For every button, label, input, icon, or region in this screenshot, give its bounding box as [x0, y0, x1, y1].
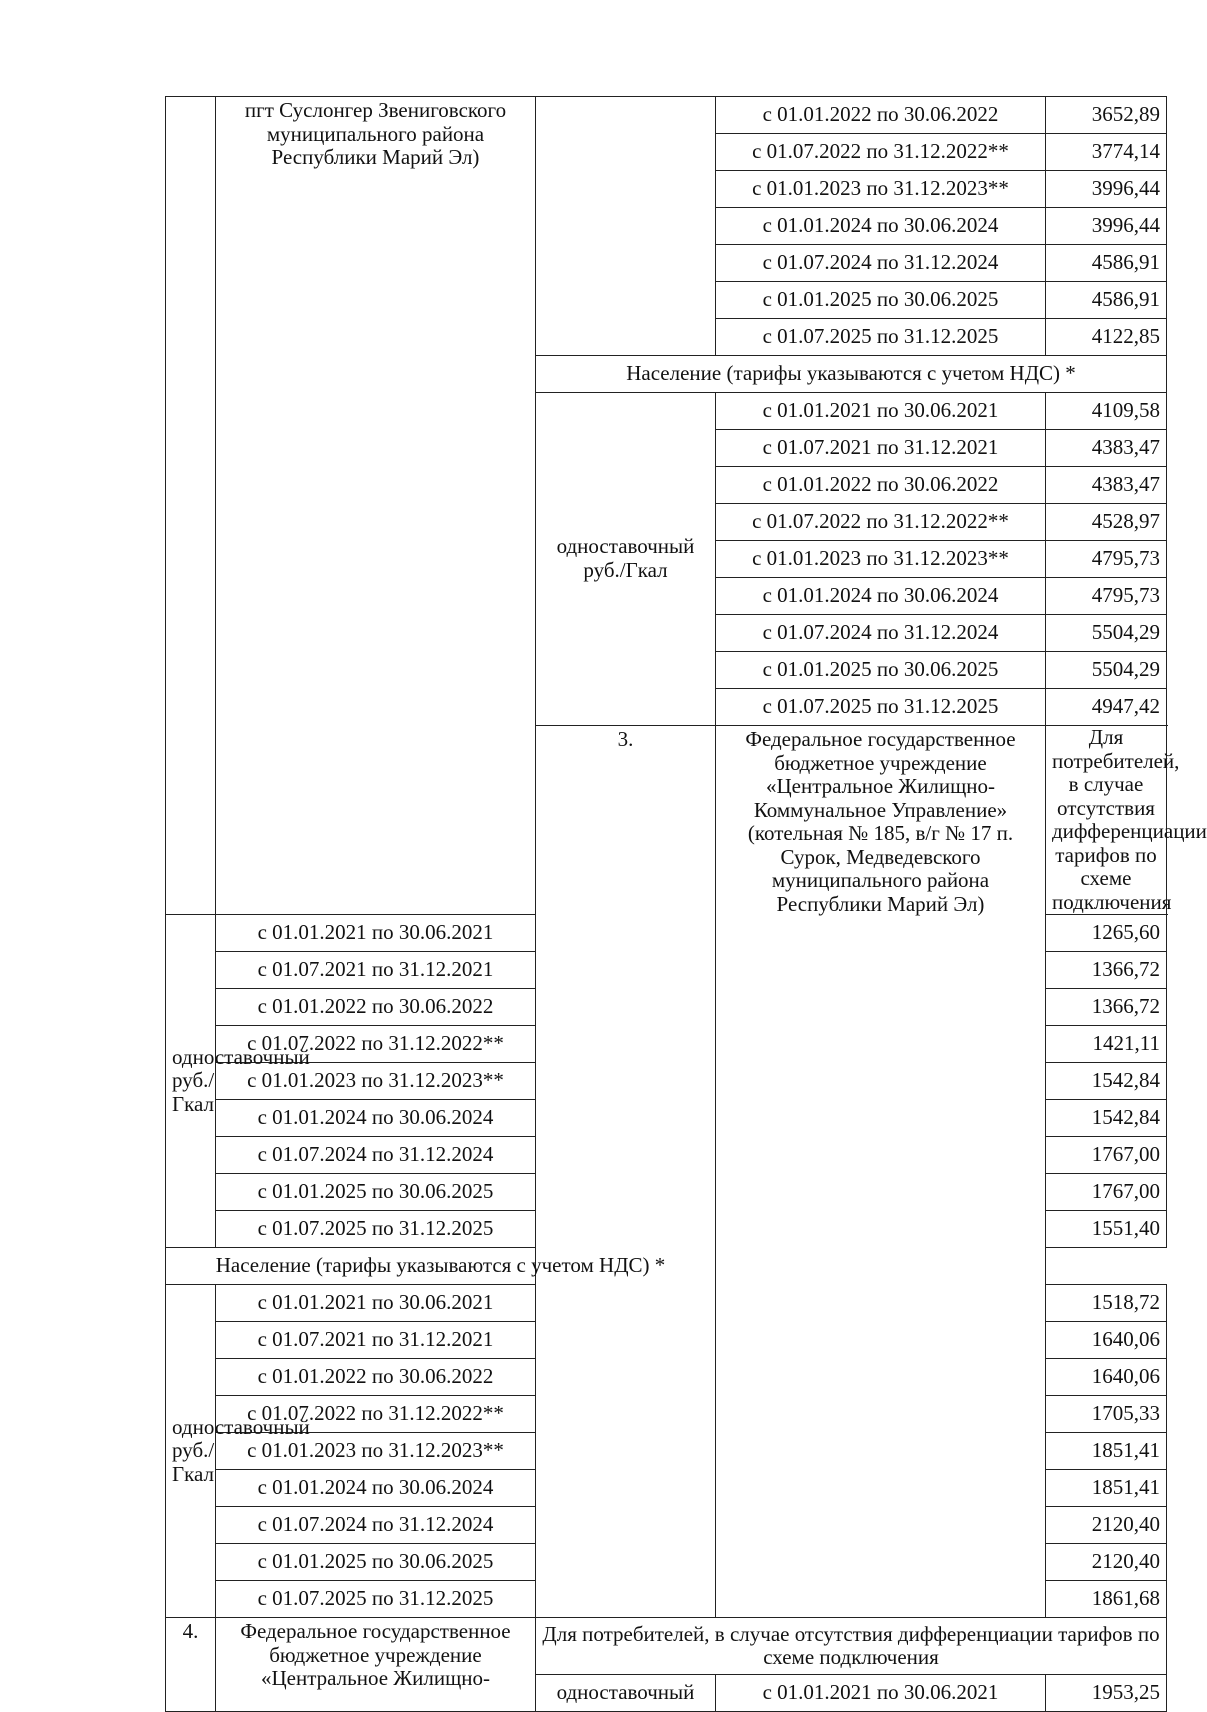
tariff-value-cell: 1861,68 [1046, 1581, 1167, 1618]
tariff-value-cell: 1767,00 [1046, 1137, 1167, 1174]
period-cell: с 01.01.2023 по 31.12.2023** [716, 171, 1046, 208]
period-cell: с 01.01.2024 по 30.06.2024 [216, 1100, 536, 1137]
period-cell: с 01.01.2023 по 31.12.2023** [216, 1433, 536, 1470]
section-header-cell: Население (тарифы указываются с учетом НДС) * [166, 1248, 716, 1285]
tariff-value-cell: 1953,25 [1046, 1675, 1167, 1712]
period-cell: с 01.01.2025 по 30.06.2025 [216, 1544, 536, 1581]
item-number-cell: 3. [536, 726, 716, 1618]
section-header-cell: Для потребителей, в случае отсутствия дифференциации тарифов по схеме подключения [536, 1618, 1167, 1675]
tariff-value-cell: 4947,42 [1046, 689, 1167, 726]
period-cell: с 01.01.2022 по 30.06.2022 [216, 1359, 536, 1396]
tariff-value-cell: 5504,29 [1046, 652, 1167, 689]
tariff-value-cell: 1851,41 [1046, 1470, 1167, 1507]
tariff-value-cell: 4795,73 [1046, 541, 1167, 578]
period-cell: с 01.07.2021 по 31.12.2021 [216, 1322, 536, 1359]
rate-type-cell: одноставочный руб./Гкал [166, 1285, 216, 1618]
period-cell: с 01.07.2025 по 31.12.2025 [216, 1211, 536, 1248]
tariff-table-body [166, 97, 1207, 1712]
period-cell: с 01.07.2025 по 31.12.2025 [716, 319, 1046, 356]
period-cell: с 01.01.2022 по 30.06.2022 [716, 467, 1046, 504]
tariff-value-cell: 3774,14 [1046, 134, 1167, 171]
period-cell: с 01.01.2022 по 30.06.2022 [216, 989, 536, 1026]
period-cell: с 01.01.2023 по 31.12.2023** [716, 541, 1046, 578]
tariff-value-cell: 3996,44 [1046, 171, 1167, 208]
period-cell: с 01.07.2024 по 31.12.2024 [216, 1507, 536, 1544]
tariff-value-cell: 3996,44 [1046, 208, 1167, 245]
section-header-cell: Население (тарифы указываются с учетом НДС) * [536, 356, 1167, 393]
tariff-table [165, 96, 1207, 1712]
period-cell: с 01.01.2025 по 30.06.2025 [716, 282, 1046, 319]
period-cell: с 01.07.2024 по 31.12.2024 [716, 615, 1046, 652]
rate-type-cell [536, 97, 716, 356]
organization-cell: Федеральное государственное бюджетное учреждение «Центральное Жилищно-Коммунальное Управление» (котельная № 185, в/г № 17 п. Сурок, Медведевского муниципального района Республики Марий Эл) [716, 726, 1046, 1618]
tariff-value-cell: 1767,00 [1046, 1174, 1167, 1211]
tariff-value-cell: 4586,91 [1046, 245, 1167, 282]
rate-type-cell: одноставочный руб./Гкал [536, 393, 716, 726]
item-number-cell [166, 97, 216, 915]
period-cell: с 01.07.2024 по 31.12.2024 [216, 1137, 536, 1174]
tariff-value-cell: 1265,60 [1046, 915, 1167, 952]
period-cell: с 01.07.2022 по 31.12.2022** [716, 504, 1046, 541]
tariff-value-cell: 1518,72 [1046, 1285, 1167, 1322]
tariff-value-cell: 2120,40 [1046, 1507, 1167, 1544]
tariff-value-cell: 1542,84 [1046, 1063, 1167, 1100]
tariff-value-cell: 1551,40 [1046, 1211, 1167, 1248]
tariff-value-cell: 2120,40 [1046, 1544, 1167, 1581]
tariff-value-cell: 5504,29 [1046, 615, 1167, 652]
tariff-value-cell: 3652,89 [1046, 97, 1167, 134]
tariff-value-cell: 1421,11 [1046, 1026, 1167, 1063]
period-cell: с 01.07.2024 по 31.12.2024 [716, 245, 1046, 282]
tariff-value-cell: 4383,47 [1046, 467, 1167, 504]
item-number-cell: 4. [166, 1618, 216, 1712]
period-cell: с 01.01.2024 по 30.06.2024 [716, 208, 1046, 245]
tariff-value-cell: 1705,33 [1046, 1396, 1167, 1433]
organization-cell: Федеральное государственное бюджетное учреждение «Центральное Жилищно- [216, 1618, 536, 1712]
period-cell: с 01.07.2022 по 31.12.2022** [216, 1396, 536, 1433]
period-cell: с 01.01.2024 по 30.06.2024 [716, 578, 1046, 615]
tariff-value-cell: 1851,41 [1046, 1433, 1167, 1470]
period-cell: с 01.01.2021 по 30.06.2021 [716, 393, 1046, 430]
period-cell: с 01.07.2022 по 31.12.2022** [216, 1026, 536, 1063]
tariff-value-cell: 4528,97 [1046, 504, 1167, 541]
tariff-value-cell: 1366,72 [1046, 989, 1167, 1026]
period-cell: с 01.01.2021 по 30.06.2021 [216, 1285, 536, 1322]
period-cell: с 01.01.2023 по 31.12.2023** [216, 1063, 536, 1100]
period-cell: с 01.07.2025 по 31.12.2025 [216, 1581, 536, 1618]
tariff-value-cell: 1640,06 [1046, 1322, 1167, 1359]
tariff-value-cell: 1640,06 [1046, 1359, 1167, 1396]
tariff-value-cell: 4109,58 [1046, 393, 1167, 430]
period-cell: с 01.01.2021 по 30.06.2021 [716, 1675, 1046, 1712]
table-row [166, 97, 1167, 134]
period-cell: с 01.01.2022 по 30.06.2022 [716, 97, 1046, 134]
tariff-value-cell: 4586,91 [1046, 282, 1167, 319]
period-cell: с 01.07.2021 по 31.12.2021 [716, 430, 1046, 467]
table-row [166, 1618, 1167, 1675]
period-cell: с 01.01.2021 по 30.06.2021 [216, 915, 536, 952]
period-cell: с 01.01.2024 по 30.06.2024 [216, 1470, 536, 1507]
tariff-value-cell: 4795,73 [1046, 578, 1167, 615]
section-header-cell: Для потребителей, в случае отсутствия дифференциации тарифов по схеме подключения [1046, 726, 1167, 915]
period-cell: с 01.07.2022 по 31.12.2022** [716, 134, 1046, 171]
period-cell: с 01.07.2025 по 31.12.2025 [716, 689, 1046, 726]
period-cell: с 01.01.2025 по 30.06.2025 [716, 652, 1046, 689]
tariff-value-cell: 1366,72 [1046, 952, 1167, 989]
period-cell: с 01.01.2025 по 30.06.2025 [216, 1174, 536, 1211]
tariff-value-cell: 4122,85 [1046, 319, 1167, 356]
organization-cell: пгт Суслонгер Звениговского муниципального района Республики Марий Эл) [216, 97, 536, 915]
period-cell: с 01.07.2021 по 31.12.2021 [216, 952, 536, 989]
rate-type-cell: одноставочный руб./Гкал [166, 915, 216, 1248]
tariff-value-cell: 4383,47 [1046, 430, 1167, 467]
tariff-value-cell: 1542,84 [1046, 1100, 1167, 1137]
rate-type-cell: одноставочный [536, 1675, 716, 1712]
